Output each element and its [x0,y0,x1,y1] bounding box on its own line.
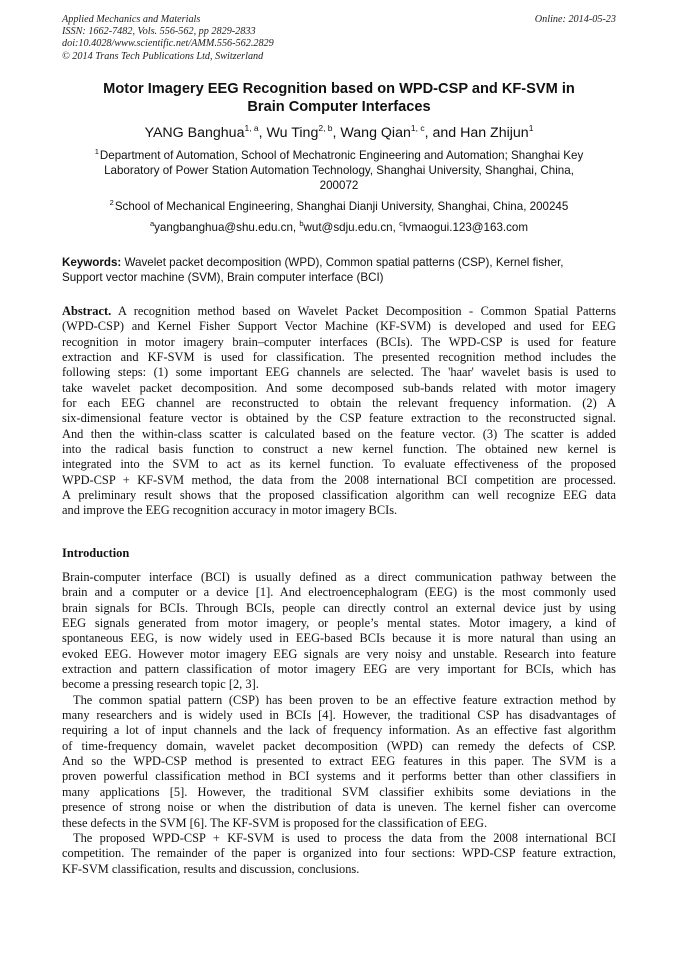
intro-line: competition. The remainder of the paper is organized into four sections: WPD-CSP feature extraction, [62,846,616,861]
intro-line: many researchers and is widely used in BCIs [4]. However, the traditional CSP has disadvantages of [62,708,616,723]
author-affil-sup: 1 [528,123,534,133]
keywords-line: Support vector machine (SVM), Brain computer interface (BCI) [62,270,384,284]
author-name: Wang Qian [340,125,411,141]
affiliation-sup: 1 [94,147,99,156]
online-date: Online: 2014-05-23 [534,14,616,25]
doi-line: doi:10.4028/www.scientific.net/AMM.556-562.2829 [62,38,274,50]
intro-line: requiring a lot of input channels and the lack of frequency information. As an effective fast algorithm [62,723,616,738]
abstract-line: six-dimensional feature vector is obtained by the CSP feature extraction to the reconstructed signal. [62,411,616,426]
paper-title [62,80,616,116]
author-list [62,124,616,142]
abstract-line: integrated into the SVM to act as its kernel function. To evaluate effectiveness of the proposed [62,457,616,472]
author-separator: , and [424,125,461,141]
abstract-section [62,304,616,519]
author-affil-sup: 1, a [244,123,259,133]
introduction-section [62,570,616,877]
abstract-line: WPD-CSP + KF-SVM method, the data from the 2008 international BCI competition are processed. [62,472,616,487]
title-line: Brain Computer Interfaces [247,99,431,115]
intro-line: Brain-computer interface (BCI) is usually defined as a direct communication pathway between the [62,570,616,584]
abstract-line: and improve the EEG recognition accuracy in motor imagery BCIs. [62,503,398,518]
intro-line: spontaneous EEG, is now widely used in EEG-based BCIs because it is more natural than using an [62,631,616,646]
abstract-line: And then the within-class scatter is calculated based on the feature vector. (3) The scatter is added [62,426,616,441]
journal-header [62,14,616,63]
email-link[interactable]: wut@sdju.edu.cn, [303,221,400,234]
email-sup: c [399,219,403,228]
affiliation-1 [62,149,616,193]
journal-name: Applied Mechanics and Materials [62,14,201,25]
abstract-line: (WPD-CSP) and Kernel Fisher Support Vector Machine (KF-SVM) is developed and used for EEG [62,319,616,334]
intro-line: become a pressing research topic [2, 3]. [62,677,259,692]
copyright-line: © 2014 Trans Tech Publications Ltd, Switzerland [62,50,264,62]
abstract-line: A preliminary result shows that the proposed classification algorithm can well recognize EEG data [62,488,616,503]
title-line: Motor Imagery EEG Recognition based on WPD-CSP and KF-SVM in [103,81,575,97]
abstract-label: Abstract. [62,304,112,318]
affiliation-2 [62,200,616,215]
keywords-section [62,256,616,286]
intro-line: And so the WPD-CSP method is presented to extract EEG features in this paper. The SVM is a [62,754,616,769]
author-separator: , [332,125,341,141]
email-sup: b [299,219,304,228]
affiliation-text: School of Mechanical Engineering, Shanghai Dianji University, Shanghai, China, 200245 [114,200,569,213]
intro-line: The common spatial pattern (CSP) has been proven to be an effective feature extraction method by [73,692,616,707]
keywords-line [62,256,616,271]
intro-line: of time-frequency domain, wavelet packet decomposition (WPD) can remedy the defects of CSP. [62,738,616,753]
keywords-text: Wavelet packet decomposition (WPD), Common spatial patterns (CSP), Kernel fisher, [121,256,564,269]
intro-line: proven powerful classification method in BCI systems and it performs better than other classifiers in [62,769,616,784]
intro-line: The proposed WPD-CSP + KF-SVM is used to process the data from the 2008 international BCI [73,830,616,845]
abstract-line: into the radical basis function to construct a new kernel function. The obtained new kernel is [62,442,616,457]
intro-line: brain signals for BCIs. Through BCIs, people can directly control an external device just by using [62,600,616,615]
author-affil-sup: 1, c [410,123,425,133]
abstract-line: for each EEG channel are reconstructed to obtain the relevant frequency information. (2) A [62,396,616,411]
author-separator: , [258,125,267,141]
intro-line: many applications [5]. However, the traditional SVM classifier exhibits some deviations in the [62,784,616,799]
affiliation-line: Laboratory of Power Station Automation Technology, Shanghai University, Shanghai, China, [104,163,574,177]
intro-line: extraction and pattern classification of motor imagery EEG are very important for BCIs, which has [62,662,616,677]
abstract-line: take wavelet packet decomposition. And some decomposed sub-bands related with motor imagery [62,380,616,395]
author-name: Han Zhijun [460,125,529,141]
intro-line: brain and a computer or a device [1]. And electroencephalogram (EEG) is the most commonly used [62,585,616,600]
author-name: YANG Banghua [144,125,245,141]
affiliation-sup: 2 [109,198,114,207]
abstract-text: A recognition method based on Wavelet Packet Decomposition - Common Spatial Patterns [111,304,616,318]
issn-line: ISSN: 1662-7482, Vols. 556-562, pp 2829-2833 [62,26,256,38]
email-sup: a [149,219,155,228]
abstract-line: recognition in motor imagery brain–computer interfaces (BCIs). The WPD-CSP is used for feature [62,334,616,349]
author-affil-sup: 2, b [318,123,333,133]
intro-line: presence of strong noise or when the distribution of data is uneven. The kernel fisher can overcome [62,800,616,815]
abstract-line [62,304,616,319]
email-link[interactable]: yangbanghua@shu.edu.cn, [154,221,300,234]
abstract-line: following steps: (1) some important EEG channels are selected. The 'haar' wavelet basis is used to [62,365,616,380]
email-line [62,221,616,236]
affiliation-line: 200072 [319,178,359,192]
author-name: Wu Ting [266,125,319,141]
email-link[interactable]: lvmaogui.123@163.com [402,221,529,234]
intro-line: evoked EEG. However motor imagery EEG signals are very noisy and unstable. Research into feature [62,646,616,661]
intro-line: KF-SVM classification, results and discussion, conclusions. [62,861,360,876]
affiliation-line [62,149,616,164]
affiliation-line [62,200,616,215]
intro-line: these defects in the SVM [6]. The KF-SVM is proposed for the classification of EEG. [62,815,488,830]
affiliation-text: Department of Automation, School of Mechatronic Engineering and Automation; Shanghai Key [99,149,584,162]
keywords-label: Keywords: [62,256,122,269]
journal-info [62,14,274,63]
abstract-line: extraction and KF-SVM is used for classification. The presented recognition method includes the [62,350,616,365]
author-emails [62,221,616,236]
section-heading-introduction: Introduction [62,546,130,560]
intro-line: EEG signals generated from motor imagery, or people’s mental states. Motor imagery, a kind of [62,616,616,631]
